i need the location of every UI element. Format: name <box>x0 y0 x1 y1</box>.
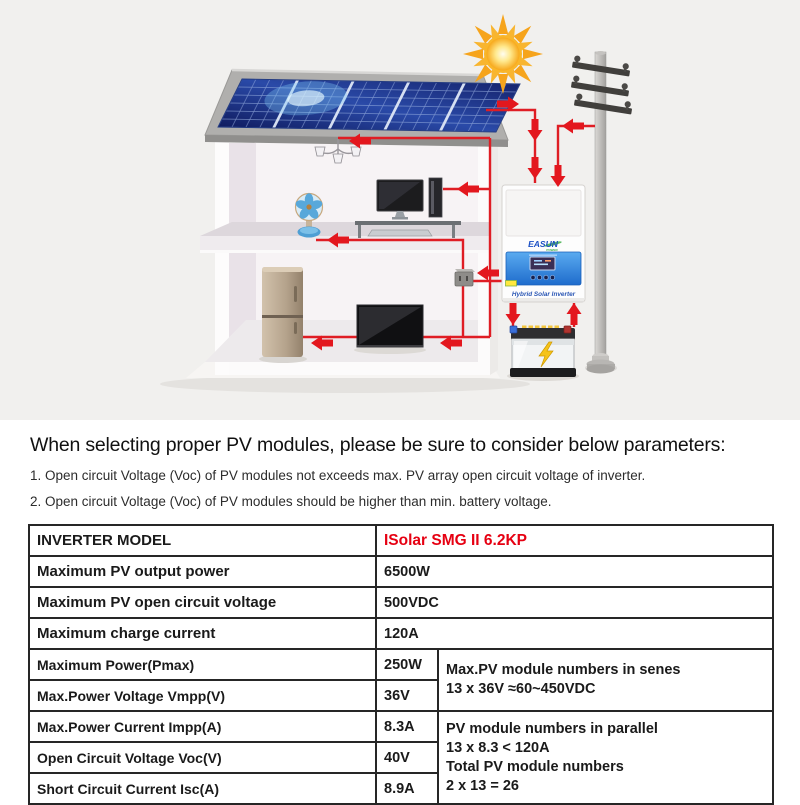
spec-value: 8.9A <box>376 773 438 804</box>
spec-label: Maximum PV open circuit voltage <box>29 587 376 618</box>
note-2: 2. Open circuit Voltage (Voc) of PV modules should be higher than min. battery voltage. <box>30 494 552 509</box>
spec-label: INVERTER MODEL <box>29 525 376 556</box>
sun-icon <box>463 14 543 94</box>
parallel-note-line2: 13 x 8.3 < 120A <box>446 739 550 756</box>
spec-value: 8.3A <box>376 711 438 742</box>
inverter-label-text: Hybrid Solar Inverter <box>511 291 576 298</box>
roof-solar-panel <box>205 70 520 147</box>
spec-value: 120A <box>376 618 773 649</box>
spec-label: Short Circuit Current Isc(A) <box>29 773 376 804</box>
table-row <box>29 556 773 587</box>
battery-icon <box>507 326 579 382</box>
table-row <box>29 618 773 649</box>
parallel-note-line3: Total PV module numbers <box>446 758 624 775</box>
table-row <box>29 711 773 742</box>
fan-icon <box>295 193 324 237</box>
note-1: 1. Open circuit Voltage (Voc) of PV modules not exceeds max. PV array open circuit voltage of inverter. <box>30 468 646 483</box>
spec-label: Maximum Power(Pmax) <box>29 649 376 680</box>
inverter-model-value: ISolar SMG II 6.2KP <box>376 525 773 556</box>
tv-icon <box>354 305 426 354</box>
parallel-note-line4: 2 x 13 = 26 <box>446 777 519 794</box>
parallel-note-line1: PV module numbers in parallel <box>446 720 658 737</box>
spec-value: 40V <box>376 742 438 773</box>
table-row <box>29 649 773 680</box>
spec-label: Maximum charge current <box>29 618 376 649</box>
spec-label: Max.Power Current Impp(A) <box>29 711 376 742</box>
page-title: When selecting proper PV modules, please be sure to consider below parameters: <box>30 434 726 456</box>
inverter-brand-sub-text: POWER <box>546 248 558 252</box>
series-note-line2: 13 x 36V ≈60~450VDC <box>446 681 596 697</box>
parallel-note-cell <box>438 711 773 804</box>
spec-value: 500VDC <box>376 587 773 618</box>
spec-value: 250W <box>376 649 438 680</box>
spec-label: Open Circuit Voltage Voc(V) <box>29 742 376 773</box>
text-section <box>0 434 800 805</box>
spec-table <box>28 524 774 805</box>
series-note-line1: Max.PV module numbers in senes <box>446 662 681 678</box>
series-note-cell <box>438 649 773 711</box>
fridge-icon <box>259 267 307 363</box>
spec-value: 6500W <box>376 556 773 587</box>
spec-label: Maximum PV output power <box>29 556 376 587</box>
spec-value: 36V <box>376 680 438 711</box>
spec-label: Max.Power Voltage Vmpp(V) <box>29 680 376 711</box>
house <box>160 138 530 393</box>
table-row <box>29 525 773 556</box>
table-row <box>29 587 773 618</box>
inverter-device <box>502 185 585 302</box>
inverter-brand-text: EASUN <box>528 239 558 249</box>
wall-socket-icon <box>455 269 475 286</box>
